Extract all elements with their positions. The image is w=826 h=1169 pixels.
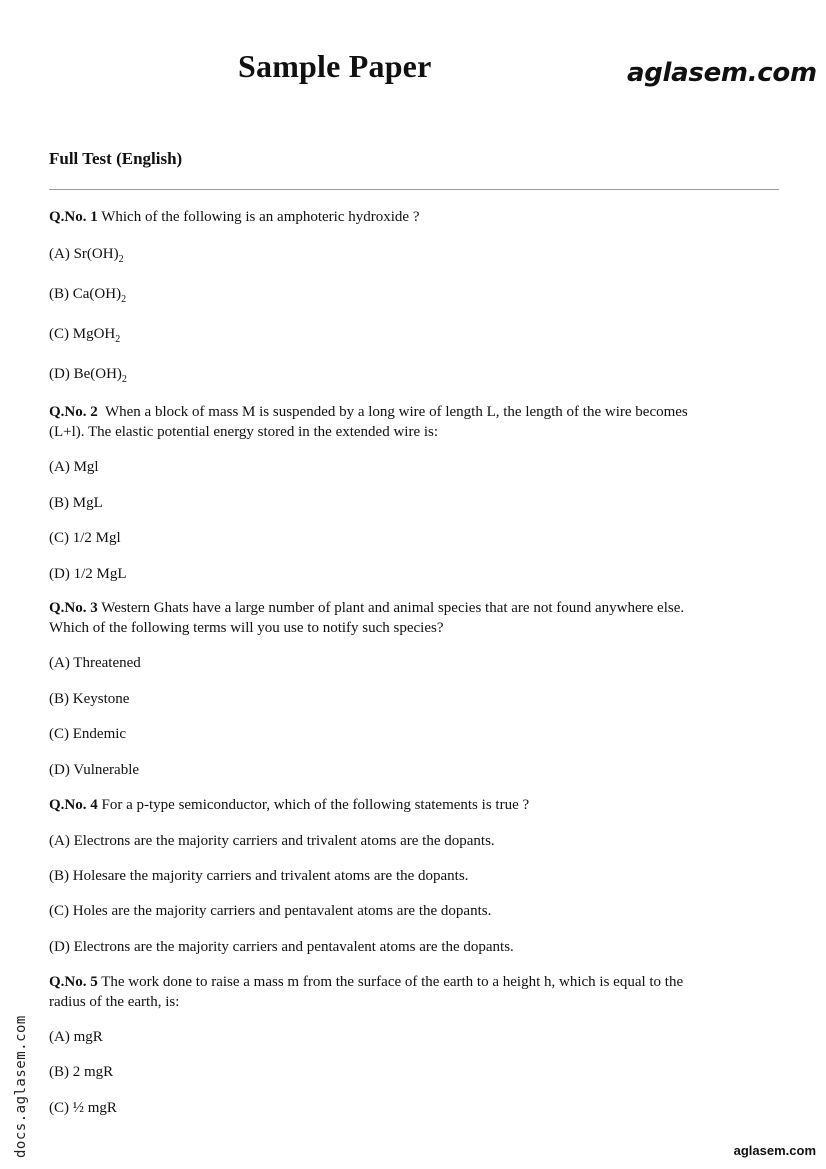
option-a: (A) $Sr(OH)_2$ [49, 246, 124, 265]
question-line: The work done to raise a mass m from the surface of the earth to a height h, which is equal to the [101, 974, 684, 990]
question-line: For a p-type semiconductor, which of the following statements is true ? [101, 797, 530, 813]
footer-brand: aglasem.com [733, 1143, 816, 1158]
option-b: (B) 2 mgR [49, 1064, 114, 1080]
option-a: (A) Electrons are the majority carriers and trivalent atoms are the dopants. [49, 833, 495, 849]
option-d: (D) Electrons are the majority carriers and pentavalent atoms are the dopants. [49, 939, 514, 955]
option-c: (C) Holes are the majority carriers and pentavalent atoms are the dopants. [49, 903, 492, 919]
question-2-text [49, 402, 688, 422]
question-3-text [49, 598, 684, 618]
page-title: Sample Paper [238, 48, 432, 84]
question-number: Q.No. 5 [49, 974, 98, 990]
question-line: When a block of mass M is suspended by a long wire of length L, the length of the wire becomes [104, 404, 688, 420]
question-number: Q.No. 3 [49, 600, 98, 616]
brand-logo: aglasem.com [627, 58, 817, 88]
option-c: (C) ½ mgR [49, 1100, 117, 1116]
question-line: Which of the following terms will you use to notify such species? [49, 620, 444, 636]
option-c: (C) MgOH$_2$ [49, 326, 121, 345]
question-number: Q.No. 1 [49, 209, 98, 225]
divider [49, 189, 779, 190]
option-d: (D) Vulnerable [49, 762, 140, 778]
option-a: (A) Mgl [49, 459, 99, 475]
option-d: (D) 1/2 MgL [49, 566, 127, 582]
option-b: (B) Keystone [49, 691, 130, 707]
option-a: (A) Threatened [49, 655, 141, 671]
option-c: (C) 1/2 Mgl [49, 530, 121, 546]
option-b: (B) MgL [49, 495, 103, 511]
option-c: (C) Endemic [49, 726, 127, 742]
side-watermark: docs.aglasem.com [13, 1015, 29, 1158]
question-1-text [49, 207, 419, 227]
option-b: (B) Holesare the majority carriers and trivalent atoms are the dopants. [49, 868, 469, 884]
test-heading: Full Test (English) [49, 149, 183, 168]
question-4-text [49, 795, 529, 815]
question-line: Western Ghats have a large number of plant and animal species that are not found anywhere else. [101, 600, 685, 616]
option-a: (A) mgR [49, 1029, 103, 1045]
option-b: (B) $Ca(OH)_2$ [49, 286, 127, 305]
question-line: (L+l). The elastic potential energy stored in the extended wire is: [49, 424, 439, 440]
question-5-text [49, 972, 683, 992]
question-line: Which of the following is an amphoteric hydroxide ? [101, 209, 420, 225]
option-d: (D) $Be(OH)_2$ [49, 366, 127, 385]
question-number: Q.No. 4 [49, 797, 98, 813]
question-number: Q.No. 2 [49, 404, 98, 420]
question-line: radius of the earth, is: [49, 994, 180, 1010]
